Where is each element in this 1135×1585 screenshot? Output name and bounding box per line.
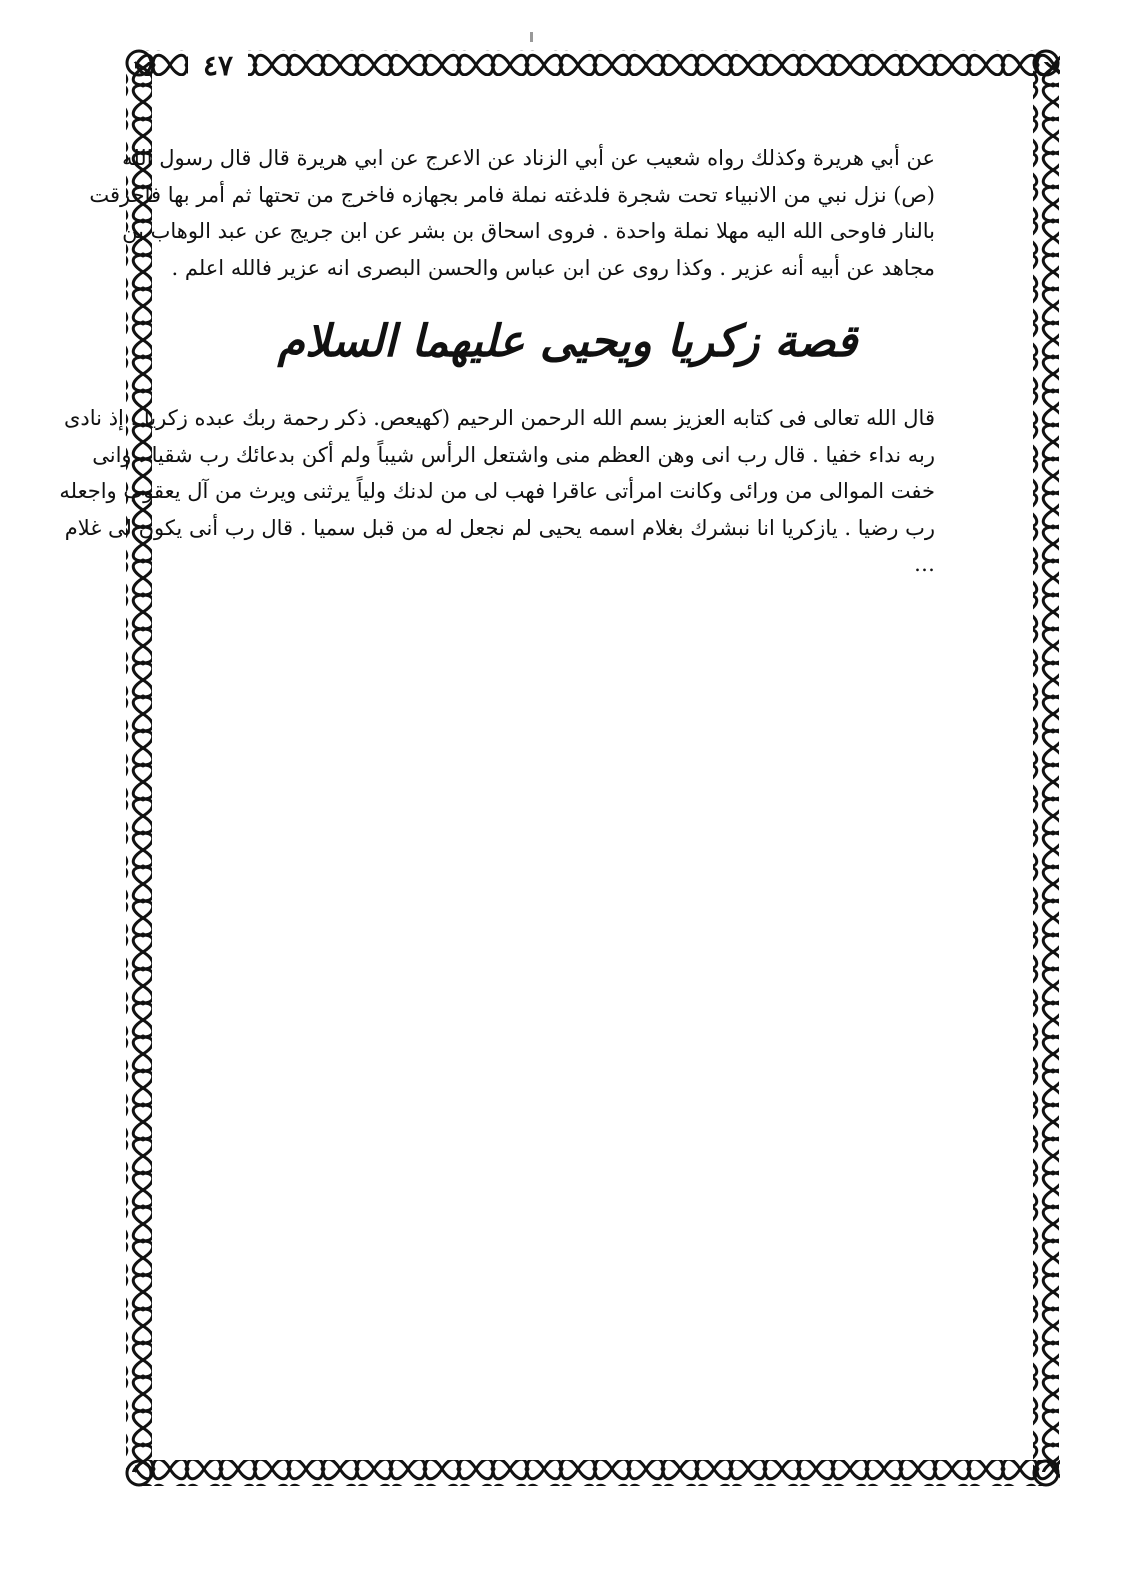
page-content xyxy=(59,140,935,1410)
text-line: قال الله تعالى فى كتابه العزيز بسم الله الرحمن الرحيم (كهيعص. ذكر رحمة ربك عبده زكريا . إذ نادى xyxy=(63,406,935,430)
text-line: خفت الموالى من ورائى وكانت امرأتى عاقرا فهب لى من لدنك ولياً يرثنى ويرث من آل يعقوب واجعله xyxy=(59,479,935,503)
print-mark xyxy=(530,32,533,42)
text-line: بالنار فاوحى الله اليه مهلا نملة واحدة . فروى اسحاق بن بشر عن ابن جريج عن عبد الوهاب بن xyxy=(122,219,935,243)
story-title: قصة زكريا ويحيى عليهما السلام xyxy=(277,316,858,367)
text-line: … xyxy=(914,552,935,576)
text-line: ربه نداء خفيا . قال رب انى وهن العظم منى واشتعل الرأس شيباً ولم أكن بدعائك رب شقيا . وانى xyxy=(92,442,935,467)
text-line: (ص) نزل نبي من الانبياء تحت شجرة فلدغته نملة فامر بجهازه فاخرج من تحتها ثم أمر بها فاحرقت xyxy=(89,182,935,207)
intro-paragraph xyxy=(89,140,935,286)
text-line: مجاهد عن أبيه أنه عزير . وكذا روى عن ابن عباس والحسن البصرى انه عزير فالله اعلم . xyxy=(171,255,935,280)
text-line: عن أبي هريرة وكذلك رواه شعيب عن أبي الزناد عن الاعرج عن ابي هريرة قال قال رسول الله xyxy=(122,146,935,170)
page-number: ٤٧ xyxy=(188,46,248,86)
body-paragraph xyxy=(59,400,935,583)
text-line: رب رضيا . يازكريا انا نبشرك بغلام اسمه يحيى لم نجعل له من قبل سميا . قال رب أنى يكون لى غلام xyxy=(64,515,935,540)
